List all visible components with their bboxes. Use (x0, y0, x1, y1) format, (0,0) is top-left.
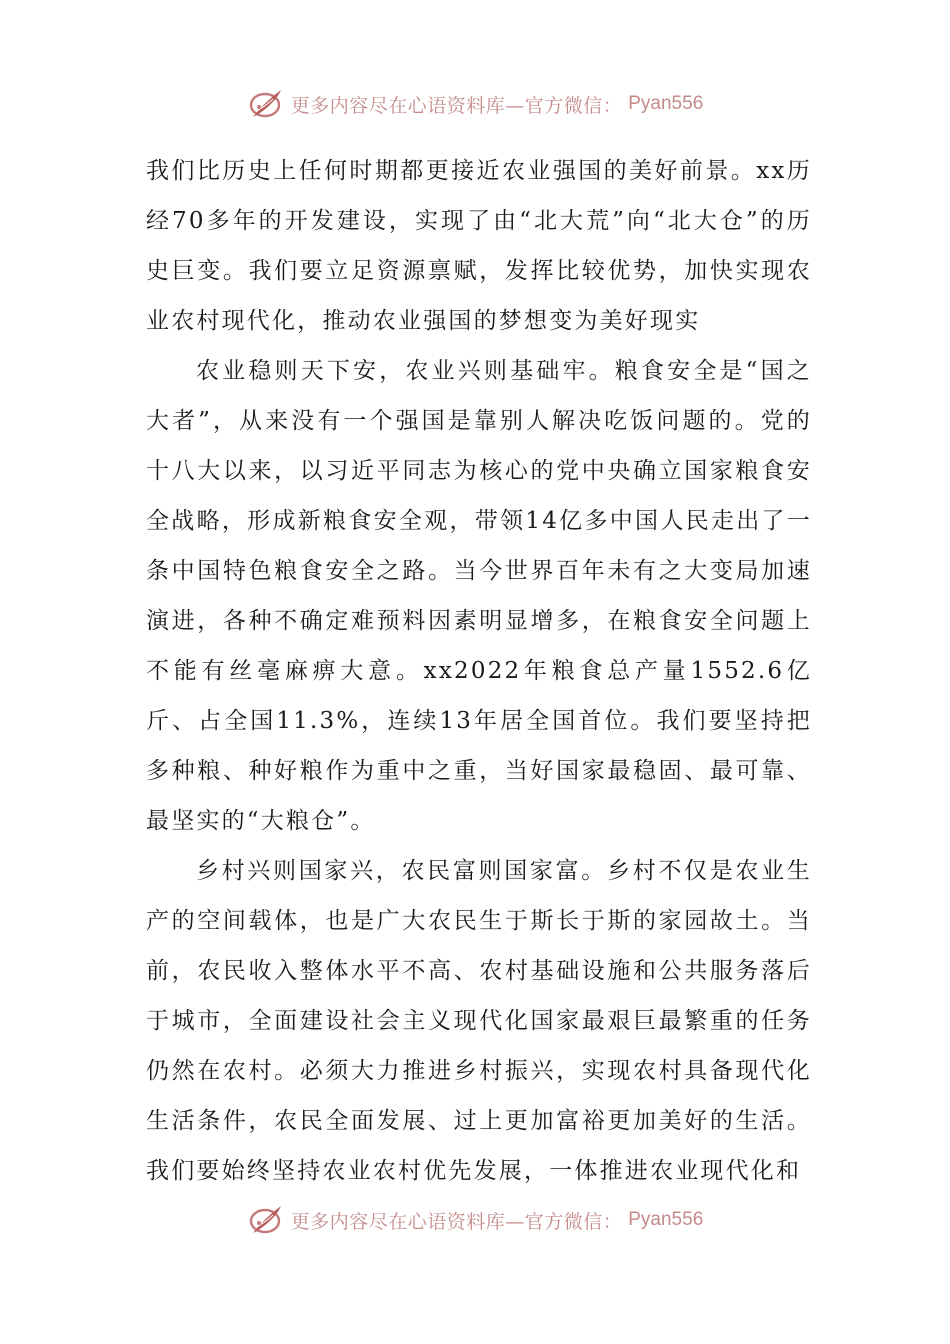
paragraph-3: 乡村兴则国家兴，农民富则国家富。乡村不仅是农业生产的空间载体，也是广大农民生于斯长于斯的家园故土。当前，农民收入整体水平不高、农村基础设施和公共服务落后于城市，全面建设社会主义现代化国家最艰巨最繁重的任务仍然在农村。必须大力推进乡村振兴，实现农村具备现代化生活条件，农民全面发展、过上更加富裕更加美好的生活。我们要始终坚持农业农村优先发展，一体推进农业现代化和 (146, 858, 812, 1184)
quill-logo-icon (247, 87, 285, 121)
footer-wechat-id: Pyan556 (628, 1209, 704, 1230)
paragraph-2: 农业稳则天下安，农业兴则基础牢。粮食安全是“国之大者”，从来没有一个强国是靠别人解决吃饭问题的。党的十八大以来，以习近平同志为核心的党中央确立国家粮食安全战略，形成新粮食安全观，带领14亿多中国人民走出了一条中国特色粮食安全之路。当今世界百年未有之大变局加速演进，各种不确定难预料因素明显增多，在粮食安全问题上不能有丝毫麻痹大意。xx2022年粮食总产量1552.6亿斤、占全国11.3%，连续13年居全国首位。我们要坚持把多种粮、种好粮作为重中之重，当好国家最稳固、最可靠、最坚实的“大粮仓”。 (146, 358, 812, 834)
header-banner (0, 84, 950, 124)
footer-banner (0, 1204, 950, 1244)
header-banner-text: 更多内容尽在心语资料库—官方微信： (290, 94, 623, 117)
document-body (146, 146, 812, 1196)
footer-banner-text: 更多内容尽在心语资料库—官方微信： (290, 1210, 623, 1233)
paragraph-1: 我们比历史上任何时期都更接近农业强国的美好前景。xx历经70多年的开发建设，实现了由“北大荒”向“北大仓”的历史巨变。我们要立足资源禀赋，发挥比较优势，加快实现农业农村现代化，推动农业强国的梦想变为美好现实 (146, 158, 812, 334)
header-wechat-id: Pyan556 (628, 93, 704, 114)
footer-banner-inner (247, 1204, 704, 1237)
header-banner-inner (247, 87, 704, 121)
quill-logo-icon (247, 1204, 285, 1237)
